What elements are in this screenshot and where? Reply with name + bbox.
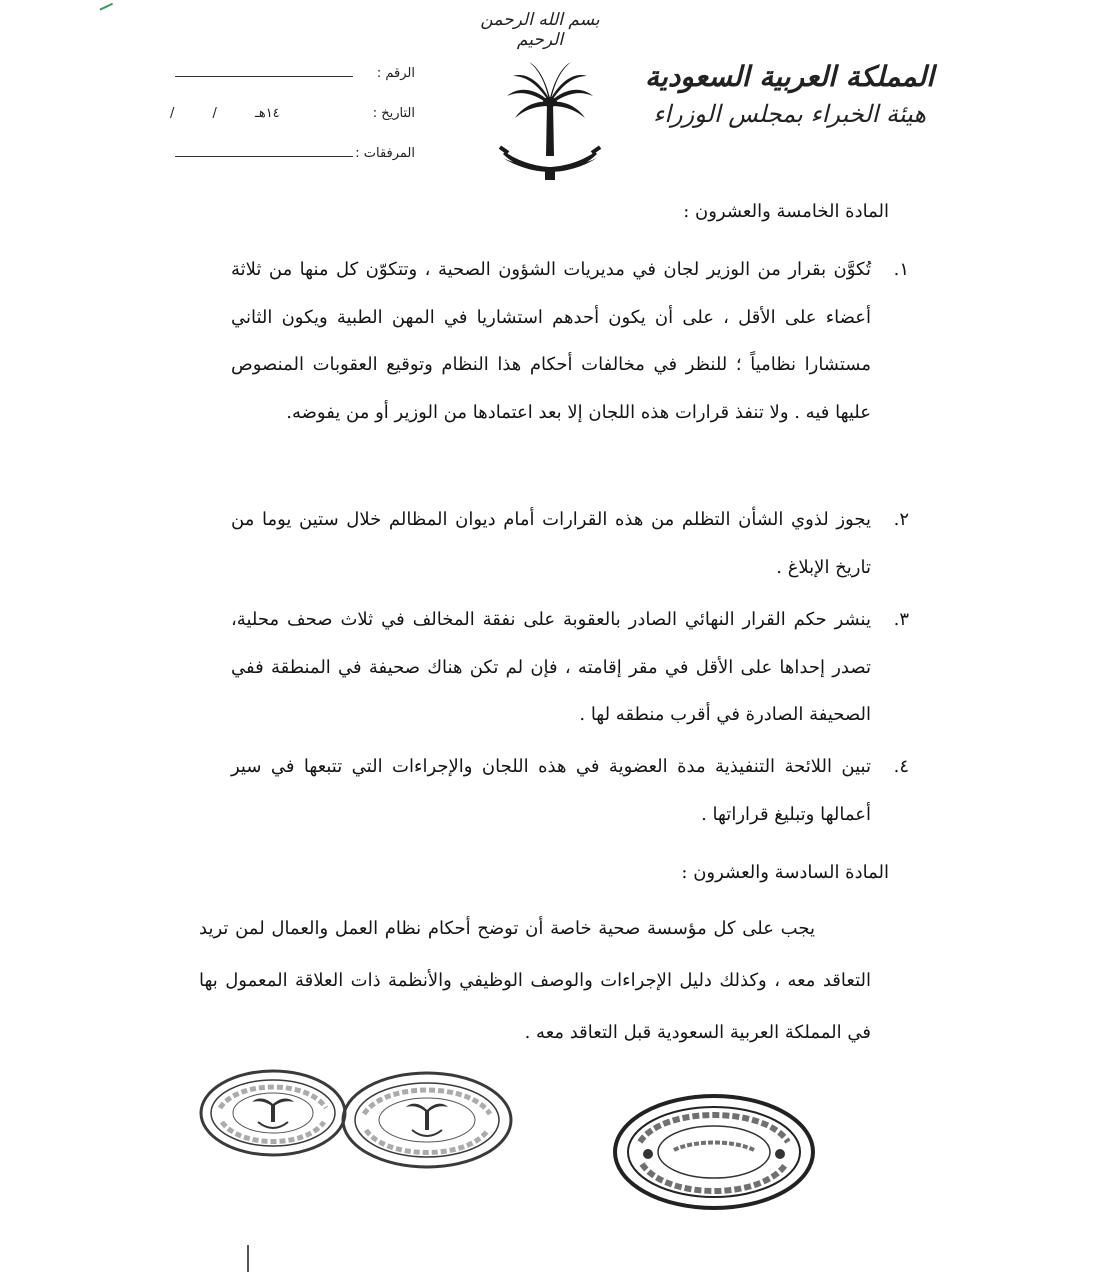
item-text: ينشر حكم القرار النهائي الصادر بالعقوبة على نفقة المخالف في ثلاث صحف محلية، تصدر إحداها على الأقل في مقر إقامته ، فإن لم تكن هناك صحيفة في المنطقة ففي الصحيفة الصادرة في أقرب منطقه لها . <box>231 609 871 725</box>
attachments-line <box>175 156 353 157</box>
organization-heading <box>634 58 934 132</box>
ref-row <box>170 66 415 106</box>
article-26-text: يجب على كل مؤسسة صحية خاصة أن توضح أحكام نظام العمل والعمال لمن تريد التعاقد معه ، وكذلك دليل الإجراءات والوصف الوظيفي والأنظمة ذات العلاقة المعمول بها في المملكة العربية السعودية قبل التعاقد معه . <box>199 918 871 1043</box>
item-number: ١. <box>893 259 909 280</box>
article-25-item-3 <box>231 596 909 739</box>
attachments-row <box>170 146 415 186</box>
ref-line <box>175 76 353 77</box>
authority-name: هيئة الخبراء بمجلس الوزراء <box>653 100 926 128</box>
experts-authority-stamp-icon <box>340 1070 515 1170</box>
general-secretariat-stamp-icon <box>198 1068 348 1158</box>
article-25-item-1 <box>231 246 909 436</box>
kingdom-name: المملكة العربية السعودية <box>645 60 934 93</box>
article-25-item-2 <box>231 496 909 591</box>
item-text: تُكوَّن بقرار من الوزير لجان في مديريات الشؤون الصحية ، وتتكوّن كل منها من ثلاثة أعضاء على الأقل ، على أن يكون أحدهم استشاريا في المهن الطبية ويكون الثاني مستشارا نظامياً ؛ للنظر في مخالفات أحكام هذا النظام وتوقيع العقوبات المنصوص عليها فيه . ولا تنفذ قرارات هذه اللجان إلا بعد اعتمادها من الوزير أو من يفوضه. <box>231 259 871 423</box>
date-label: التاريخ : <box>372 106 415 121</box>
article-25-title: المادة الخامسة والعشرون : <box>683 201 889 222</box>
item-text: يجوز لذوي الشأن التظلم من هذه القرارات أمام ديوان المظالم خلال ستين يوما من تاريخ الإبلاغ . <box>231 509 871 578</box>
date-value: / / ١٤هـ <box>170 106 280 121</box>
item-text: تبين اللائحة التنفيذية مدة العضوية في هذه اللجان والإجراءات التي تتبعها في سير أعمالها وتبليغ قراراتها . <box>231 756 871 825</box>
item-number: ٣. <box>893 609 909 630</box>
article-25-item-4 <box>231 743 909 838</box>
corner-mark <box>97 0 113 11</box>
basmala: بسم الله الرحمن الرحيم <box>480 10 600 50</box>
attachments-label: المرفقات : <box>355 146 415 161</box>
saudi-emblem-icon <box>495 58 605 186</box>
ref-label: الرقم : <box>376 66 415 81</box>
margin-mark <box>247 1245 249 1272</box>
council-presidency-stamp-icon <box>612 1092 817 1212</box>
item-number: ٤. <box>893 756 909 777</box>
letter-meta <box>170 66 415 186</box>
item-number: ٢. <box>893 509 909 530</box>
date-row <box>170 106 415 146</box>
article-26-title: المادة السادسة والعشرون : <box>681 862 889 883</box>
